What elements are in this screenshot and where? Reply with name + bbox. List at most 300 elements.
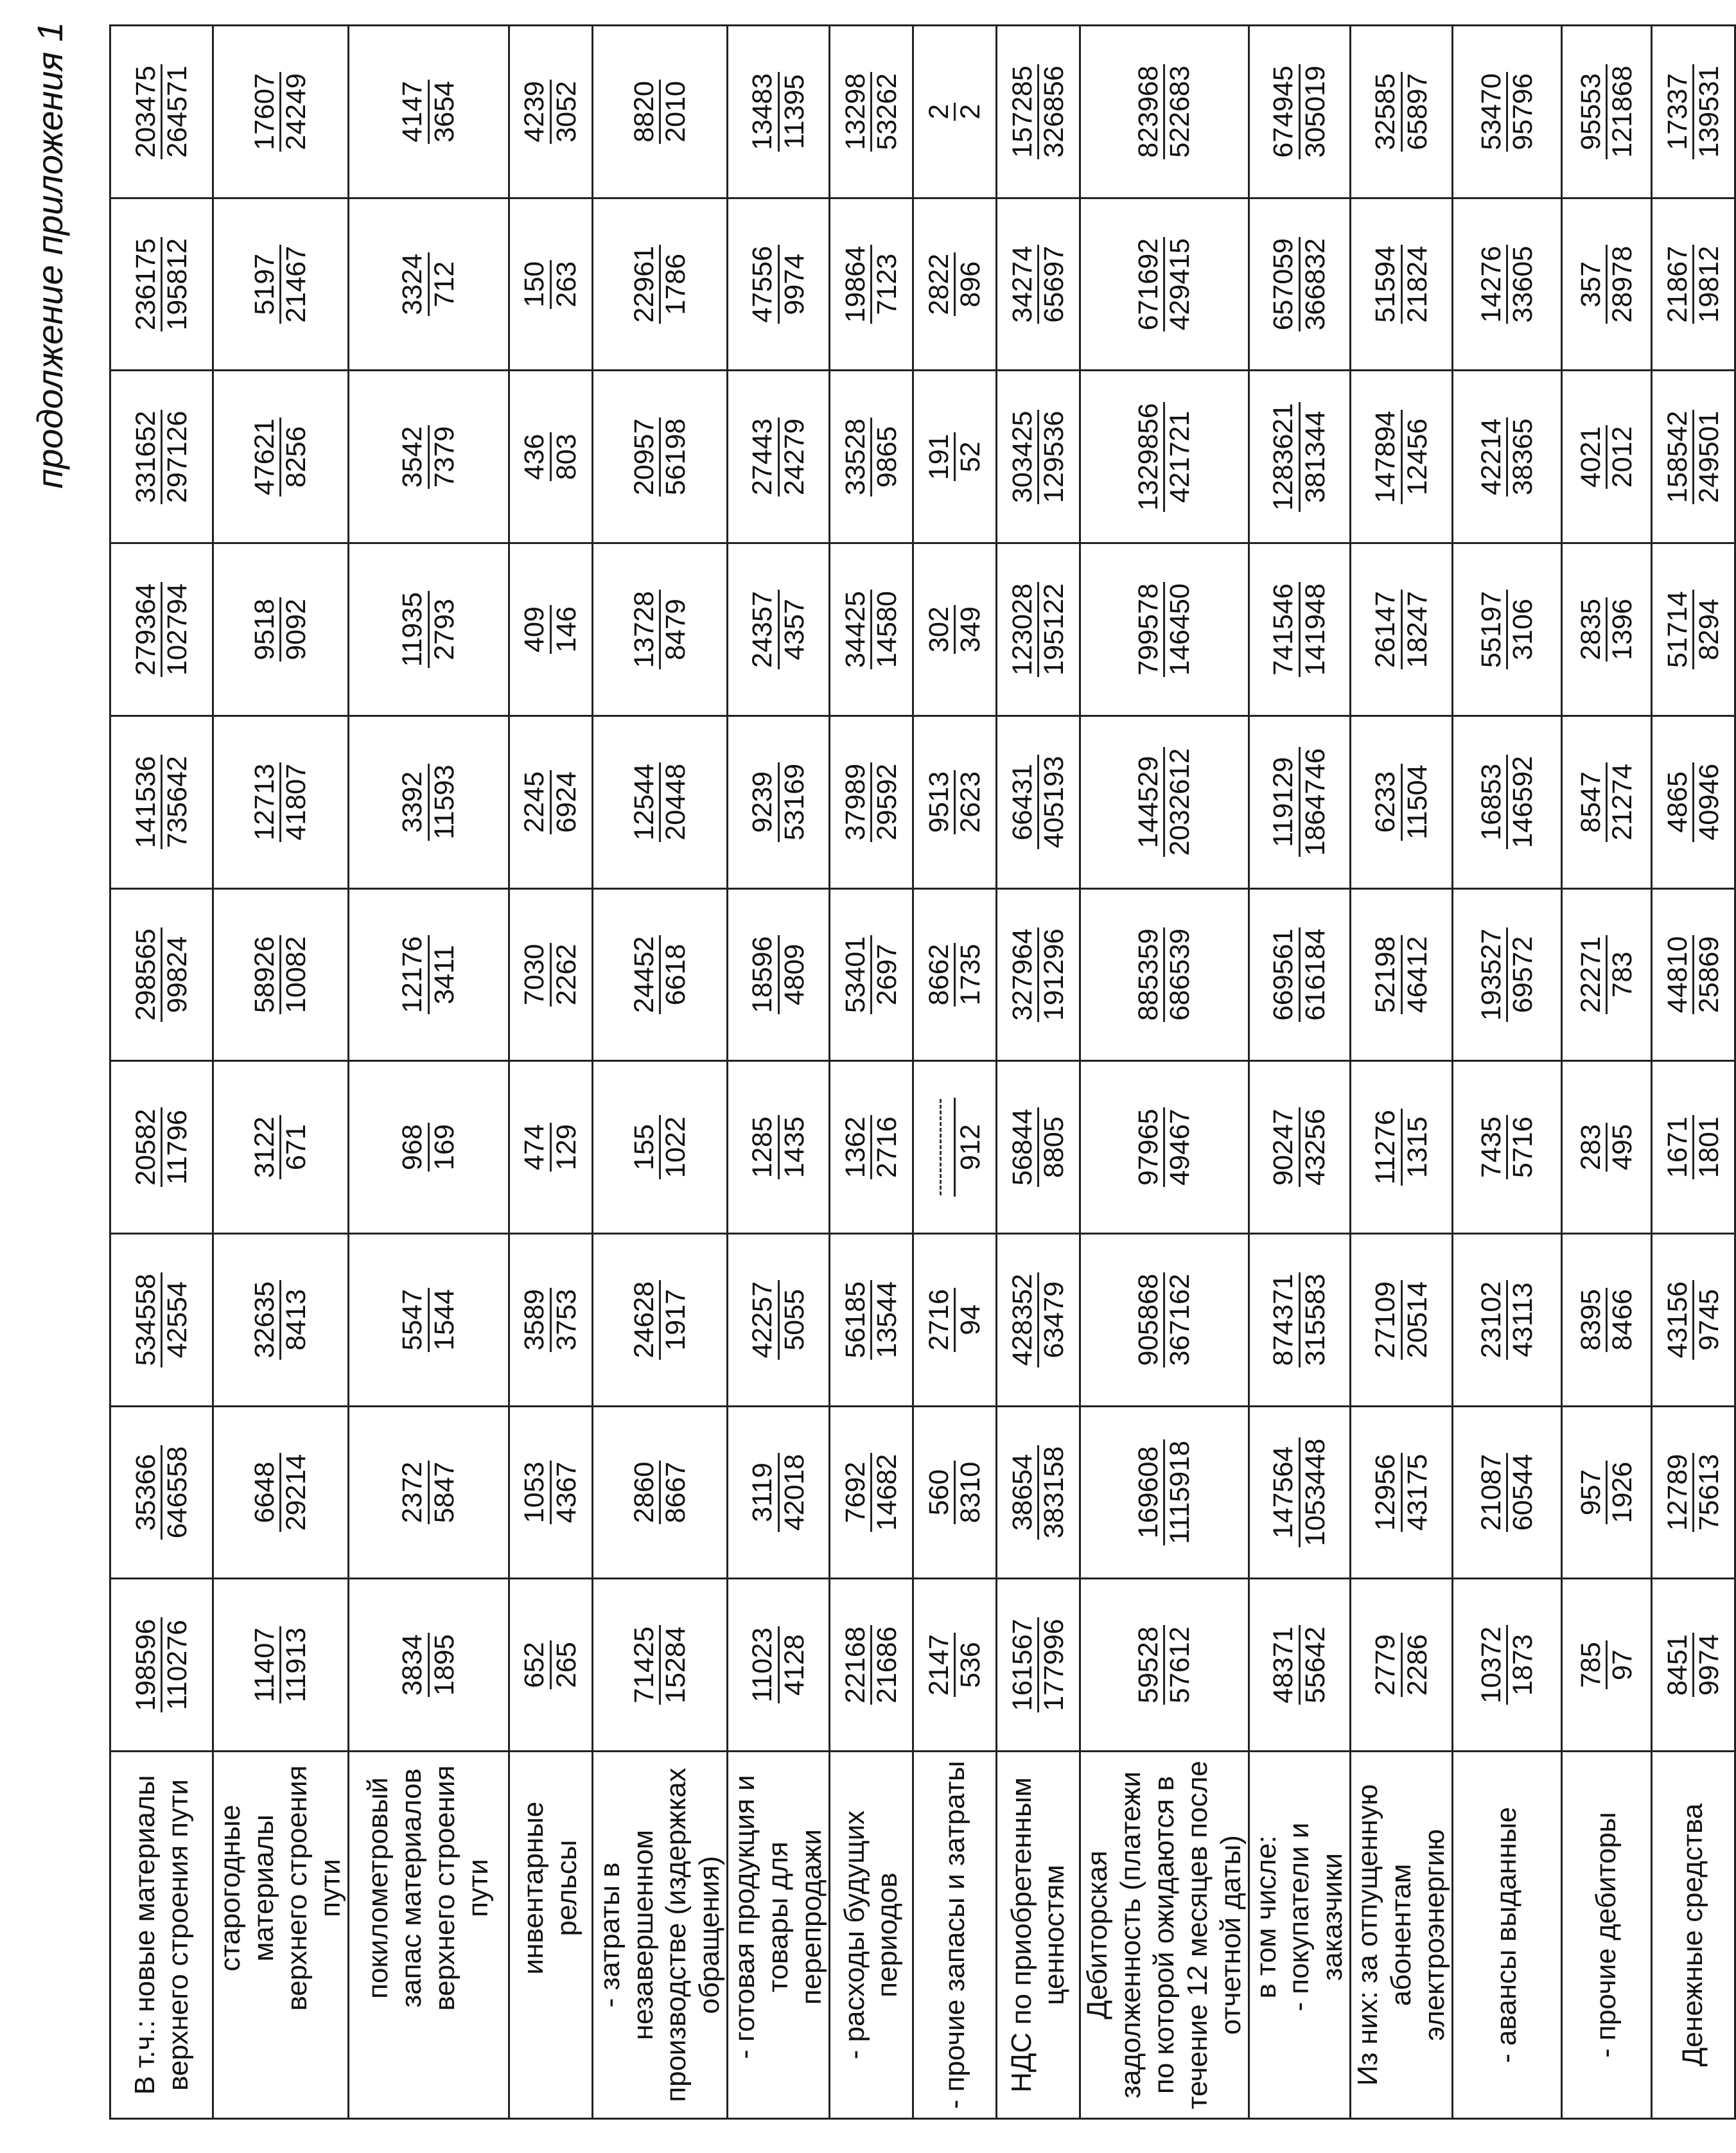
table-cell (1249, 888, 1351, 1061)
fraction-value (1576, 762, 1638, 842)
table-row (728, 26, 830, 2119)
denominator: 24249 (281, 73, 312, 150)
table-cell (996, 26, 1080, 198)
fraction-value (1371, 764, 1432, 841)
table-cell (996, 1233, 1080, 1406)
denominator: 33605 (1507, 245, 1538, 323)
denominator: 367162 (1164, 1274, 1196, 1366)
row-label (592, 1752, 728, 2119)
row-label (913, 1752, 996, 2119)
numerator: 24452 (629, 935, 661, 1015)
table-cell (1561, 1233, 1651, 1406)
numerator: 11276 (1371, 1109, 1402, 1186)
table-row (829, 26, 913, 2119)
table-cell (592, 543, 728, 716)
fraction-value (250, 1453, 311, 1533)
numerator: 20582 (131, 1107, 162, 1187)
table-cell (1351, 198, 1453, 371)
row-label-text: инвентарные рельсы (518, 1801, 583, 1975)
fraction-value (1134, 927, 1195, 1023)
denominator: 11593 (428, 764, 460, 839)
table-cell (1351, 26, 1453, 198)
fraction-value (1134, 747, 1195, 857)
table-cell (913, 543, 996, 716)
denominator: 7379 (428, 426, 460, 488)
table-cell (592, 716, 728, 888)
denominator: 8805 (1038, 1116, 1069, 1178)
fraction-value (841, 1115, 902, 1179)
denominator: 21686 (871, 1626, 902, 1703)
numerator: 14276 (1477, 245, 1508, 324)
numerator: 47621 (250, 417, 281, 497)
table-cell (728, 371, 830, 543)
table-cell (728, 1406, 830, 1579)
denominator: 25869 (1693, 936, 1724, 1014)
denominator: 29592 (871, 763, 902, 841)
numerator: 9239 (748, 762, 779, 842)
fraction-value (629, 80, 691, 144)
denominator: 46412 (1401, 936, 1433, 1014)
table-cell (1561, 371, 1651, 543)
row-label-text: покилометровый запас материалов верхнего строения пути (362, 1765, 495, 2011)
fraction-value (841, 1280, 902, 1360)
denominator: 3106 (1507, 599, 1538, 660)
fraction-value (250, 597, 311, 662)
row-label (348, 1752, 509, 2119)
denominator: 60544 (1507, 1454, 1538, 1531)
table-cell (348, 1233, 509, 1406)
table-cell (592, 888, 728, 1061)
numerator: 303425 (1008, 410, 1039, 505)
numerator: 22961 (629, 245, 661, 324)
table-row (996, 26, 1080, 2119)
numerator: 534558 (131, 1272, 162, 1367)
denominator: 7123 (871, 253, 902, 315)
table-cell (509, 1406, 592, 1579)
table-cell (348, 716, 509, 888)
denominator: 8310 (954, 1461, 986, 1524)
denominator: 20514 (1401, 1281, 1433, 1358)
table-cell (110, 716, 213, 888)
numerator: 3122 (250, 1115, 281, 1179)
row-label-text: - прочие дебиторы (1590, 1812, 1622, 2058)
numerator: 26147 (1371, 590, 1402, 669)
denominator: 1801 (1693, 1116, 1724, 1178)
table-cell (1651, 888, 1735, 1061)
numerator: 874371 (1268, 1272, 1300, 1367)
numerator: 799578 (1134, 582, 1165, 677)
numerator: 34274 (1008, 245, 1039, 324)
fraction-value (1371, 72, 1432, 152)
numerator: 55197 (1477, 590, 1508, 669)
table-cell (829, 543, 913, 716)
table-cell (1452, 716, 1561, 888)
denominator: 2697 (871, 944, 902, 1006)
fraction-value (520, 1461, 581, 1525)
numerator: 52198 (1371, 935, 1402, 1015)
denominator: 6618 (660, 944, 691, 1006)
table-cell (348, 1579, 509, 1752)
fraction-value (841, 417, 902, 497)
table-cell (1249, 371, 1351, 543)
numerator: 56185 (841, 1280, 872, 1360)
denominator: 712 (428, 261, 460, 308)
table-cell (1452, 371, 1561, 543)
table-cell (213, 1061, 349, 1234)
table-row (1651, 26, 1735, 2119)
table-cell (592, 371, 728, 543)
fraction-value (131, 1445, 193, 1540)
numerator: 144529 (1134, 747, 1165, 857)
denominator: 43256 (1299, 1109, 1331, 1186)
table-cell (829, 1406, 913, 1579)
denominator: 2032612 (1164, 748, 1196, 856)
table-cell (213, 1406, 349, 1579)
fraction-value (1477, 1625, 1538, 1705)
row-label-text: Из них: за отпущенную абонентам электроэнергию (1352, 1784, 1451, 2086)
fraction-value (1371, 1109, 1432, 1186)
table-cell (1452, 1061, 1561, 1234)
denominator: 40946 (1693, 763, 1724, 841)
numerator: 18596 (748, 935, 779, 1015)
numerator: 34425 (841, 590, 872, 669)
denominator: 3753 (550, 1288, 582, 1351)
denominator: 2012 (1606, 426, 1638, 488)
fraction-value (1371, 245, 1432, 324)
numerator: 90247 (1268, 1107, 1300, 1187)
denominator: 671 (281, 1124, 312, 1170)
table-cell (996, 1579, 1080, 1752)
table-cell (1080, 1579, 1249, 1752)
fraction-value (924, 432, 986, 481)
fraction-value (841, 935, 902, 1015)
denominator: 169 (428, 1124, 460, 1170)
fraction-value (924, 605, 986, 654)
fraction-value (1576, 1288, 1638, 1352)
table-cell (913, 1233, 996, 1406)
denominator: 42018 (778, 1454, 810, 1531)
table-cell (1561, 198, 1651, 371)
numerator: 169608 (1134, 1439, 1165, 1545)
numerator: 24357 (748, 590, 779, 669)
table-row (509, 26, 592, 2119)
fraction-value (1134, 1625, 1195, 1705)
numerator: 53401 (841, 935, 872, 1015)
table-cell (1651, 1406, 1735, 1579)
table-cell (996, 1061, 1080, 1234)
fraction-value (629, 1280, 691, 1360)
row-label (213, 1752, 349, 2119)
numerator: 8662 (924, 943, 956, 1007)
denominator: 8413 (281, 1288, 312, 1351)
table-cell (913, 716, 996, 888)
numerator: 6648 (250, 1453, 281, 1533)
fraction-value (250, 417, 311, 497)
fraction-value (1268, 1625, 1330, 1705)
denominator: 9865 (871, 426, 902, 488)
denominator: 12456 (1401, 418, 1433, 496)
denominator: 1396 (1606, 599, 1638, 660)
table-cell (592, 26, 728, 198)
fraction-value (250, 935, 311, 1015)
fraction-value (629, 1461, 691, 1525)
denominator: 1315 (1401, 1116, 1433, 1178)
fraction-value (629, 762, 691, 842)
table-cell (996, 1406, 1080, 1579)
fraction-value (520, 260, 581, 309)
denominator: 2010 (660, 81, 691, 143)
fraction-value (250, 72, 311, 152)
denominator: 99824 (162, 936, 193, 1014)
fraction-value (629, 1625, 691, 1705)
numerator: 279364 (131, 582, 162, 677)
numerator: 657059 (1268, 237, 1300, 332)
denominator: 8466 (1606, 1288, 1638, 1351)
numerator: 1671 (1663, 1115, 1694, 1179)
fraction-value (841, 245, 902, 324)
fraction-value (1134, 1439, 1195, 1545)
table-cell (829, 888, 913, 1061)
fraction-value (520, 943, 581, 1007)
fraction-value (1477, 1453, 1538, 1533)
table-cell (213, 1579, 349, 1752)
denominator: 21824 (1401, 245, 1433, 323)
fraction-value (520, 770, 581, 834)
numerator: 823968 (1134, 64, 1165, 159)
denominator: 4809 (778, 944, 810, 1006)
numerator: 3589 (520, 1288, 551, 1352)
denominator: 912 (954, 1124, 986, 1170)
fraction-value (250, 1280, 311, 1360)
table-cell (829, 1579, 913, 1752)
numerator: 474 (520, 1123, 551, 1172)
numerator: 885359 (1134, 927, 1165, 1023)
numerator: 2245 (520, 770, 551, 834)
table-row (1080, 26, 1249, 2119)
denominator: 495 (1606, 1124, 1638, 1170)
table-cell (1080, 1233, 1249, 1406)
denominator: 1544 (428, 1288, 460, 1351)
numerator: 4239 (520, 80, 551, 144)
fraction-value (1008, 64, 1069, 159)
denominator: 65897 (1401, 73, 1433, 150)
denominator: 146450 (1164, 583, 1196, 676)
table-cell (1080, 1406, 1249, 1579)
denominator: 28978 (1606, 245, 1638, 323)
fraction-value (131, 1107, 193, 1187)
fraction-value (1663, 1280, 1724, 1360)
table-row (1249, 26, 1351, 2119)
numerator: 11407 (250, 1626, 281, 1703)
row-label-text: старогодные материалы верхнего строения пути (215, 1765, 346, 2011)
denominator: 57612 (1164, 1626, 1196, 1703)
numerator: 17337 (1663, 64, 1694, 159)
denominator: 43175 (1401, 1454, 1433, 1531)
fraction-value (1008, 1272, 1069, 1367)
numerator: 2835 (1576, 597, 1608, 662)
numerator: 13728 (629, 590, 661, 669)
numerator: 95553 (1576, 64, 1608, 159)
denominator: 326856 (1038, 66, 1069, 158)
denominator: 1864746 (1299, 748, 1331, 856)
denominator: 2716 (871, 1116, 902, 1178)
table-cell (1561, 543, 1651, 716)
table-cell (110, 543, 213, 716)
numerator: 23102 (1477, 1280, 1508, 1360)
fraction-value (131, 1617, 193, 1712)
row-label (1561, 1752, 1651, 2119)
table-cell (110, 1406, 213, 1579)
table-cell (829, 198, 913, 371)
table-cell (829, 716, 913, 888)
fraction-value (748, 72, 809, 152)
fraction-value (1268, 1272, 1330, 1367)
numerator: 17607 (250, 72, 281, 152)
numerator: 27443 (748, 417, 779, 497)
numerator: 4021 (1576, 425, 1608, 489)
numerator: 1283621 (1268, 402, 1300, 512)
denominator: 783 (1606, 951, 1638, 998)
numerator: 38654 (1008, 1445, 1039, 1540)
table-cell (728, 198, 830, 371)
numerator: 119129 (1268, 747, 1300, 857)
table-cell (592, 1406, 728, 1579)
table-cell (996, 198, 1080, 371)
denominator: 146 (550, 606, 582, 653)
denominator: 53262 (871, 73, 902, 150)
denominator: 102794 (162, 583, 193, 676)
table-cell (1561, 1579, 1651, 1752)
denominator: 5055 (778, 1288, 810, 1351)
row-label-text: - прочие запасы и затраты (938, 1761, 970, 2109)
fraction-value (748, 1115, 809, 1179)
denominator: 1053448 (1299, 1438, 1331, 1547)
numerator: 22271 (1576, 935, 1608, 1015)
numerator: 298565 (131, 927, 162, 1023)
numerator: 2372 (398, 1461, 429, 1525)
table-row (1561, 26, 1651, 2119)
denominator: 9745 (1693, 1288, 1724, 1351)
fraction-value (1008, 245, 1069, 324)
fraction-value (924, 1633, 986, 1697)
numerator: 9518 (250, 597, 281, 662)
denominator: 1917 (660, 1288, 691, 1351)
fraction-value (1477, 72, 1538, 152)
numerator: 37989 (841, 762, 872, 842)
numerator: 21867 (1663, 245, 1694, 324)
table-row (213, 26, 349, 2119)
numerator: 97965 (1134, 1107, 1165, 1187)
numerator: 21087 (1477, 1453, 1508, 1533)
denominator: 65697 (1038, 245, 1069, 323)
numerator: 35366 (131, 1445, 162, 1540)
fraction-value (250, 245, 311, 324)
numerator: 12789 (1663, 1453, 1694, 1533)
denominator: 2623 (954, 771, 986, 833)
numerator: 66431 (1008, 755, 1039, 850)
table-cell (110, 198, 213, 371)
fraction-value (250, 1626, 311, 1703)
row-label-text: - расходы будущих периодов (838, 1810, 904, 2060)
row-label (1080, 1752, 1249, 2119)
denominator: 263 (550, 261, 582, 308)
denominator: 5716 (1507, 1116, 1538, 1178)
table-cell (509, 26, 592, 198)
numerator: 785 (1576, 1640, 1608, 1689)
denominator: 4357 (778, 599, 810, 660)
row-label (1452, 1752, 1561, 2119)
numerator: 12956 (1371, 1453, 1402, 1533)
table-cell (509, 198, 592, 371)
denominator: 139531 (1693, 66, 1724, 158)
table-cell (728, 716, 830, 888)
numerator: 193527 (1477, 927, 1508, 1023)
numerator: 43156 (1663, 1280, 1694, 1360)
denominator: 52 (954, 441, 986, 473)
table-cell (1561, 888, 1651, 1061)
table-cell (829, 26, 913, 198)
numerator: 123028 (1008, 582, 1039, 677)
denominator: 1926 (1606, 1461, 1638, 1524)
table-cell (348, 888, 509, 1061)
numerator: 11023 (748, 1626, 779, 1703)
numerator: 2822 (924, 252, 956, 317)
table-cell (348, 198, 509, 371)
denominator: 1735 (954, 944, 986, 1006)
fraction-value (1371, 1633, 1432, 1697)
table-cell (913, 1406, 996, 1579)
table-cell (913, 371, 996, 543)
numerator: 12544 (629, 762, 661, 842)
numerator: 53470 (1477, 72, 1508, 152)
denominator: 9092 (281, 599, 312, 660)
fraction-value (520, 605, 581, 654)
fraction-value (924, 1461, 986, 1525)
denominator: 264571 (162, 66, 193, 158)
row-label (509, 1752, 592, 2119)
denominator: 53169 (778, 763, 810, 841)
table-cell (213, 26, 349, 198)
table-row (592, 26, 728, 2119)
fraction-value (1134, 64, 1195, 159)
fraction-value (1576, 425, 1638, 489)
denominator: 366832 (1299, 238, 1331, 331)
table-cell (509, 1579, 592, 1752)
numerator: 283 (1576, 1123, 1608, 1172)
fraction-value (1576, 1123, 1638, 1172)
table-cell (1080, 371, 1249, 543)
numerator: 2716 (924, 1288, 956, 1352)
table-cell (110, 371, 213, 543)
table-cell (913, 1061, 996, 1234)
fraction-value (1008, 1445, 1069, 1540)
numerator: 7692 (841, 1453, 872, 1533)
table-cell (1249, 716, 1351, 888)
denominator: 8479 (660, 599, 691, 660)
table-cell (1351, 1233, 1453, 1406)
fraction-value (748, 762, 809, 842)
table-cell (1080, 543, 1249, 716)
table-row (913, 26, 996, 2119)
numerator: 42257 (748, 1280, 779, 1360)
numerator: 32585 (1371, 72, 1402, 152)
fraction-value (1576, 64, 1638, 159)
numerator: 957 (1576, 1461, 1608, 1525)
table-cell (829, 1061, 913, 1234)
table-cell (913, 198, 996, 371)
denominator: 2793 (428, 599, 460, 660)
numerator: 2860 (629, 1461, 661, 1525)
